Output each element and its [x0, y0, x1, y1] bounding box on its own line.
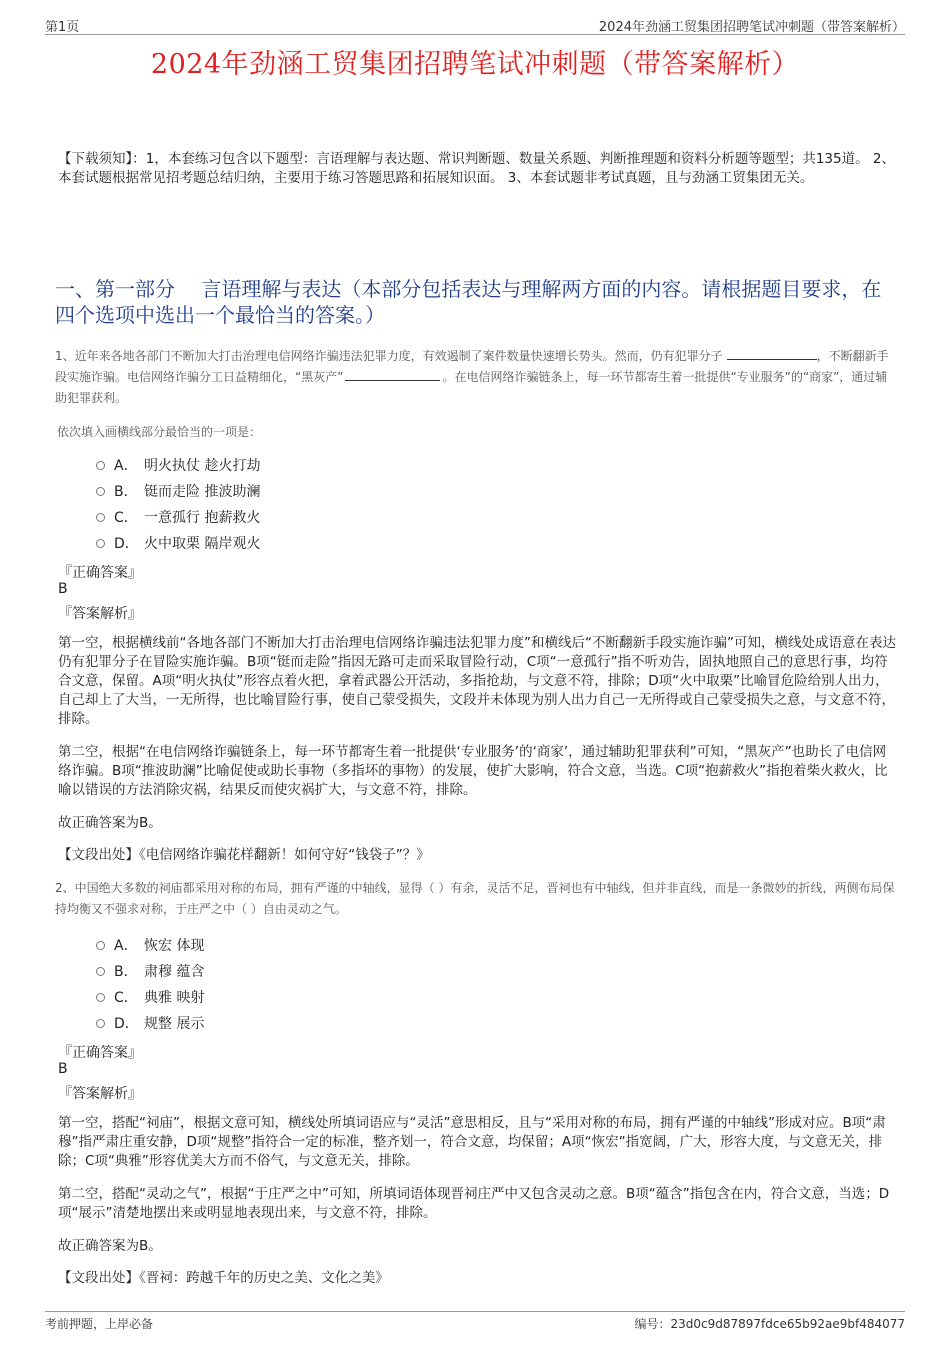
document-title: 2024年劲涵工贸集团招聘笔试冲刺题（带答案解析） — [150, 49, 800, 80]
option-c[interactable]: C． 一意孤行 抱薪救火 — [96, 504, 260, 530]
footer-slogan: 考前押题，上岸必备 — [45, 1317, 154, 1331]
analysis-label: 『答案解析』 — [58, 606, 142, 622]
option-a[interactable]: A． 明火执仗 趁火打劫 — [96, 452, 260, 478]
answer-blank-2 — [345, 368, 440, 381]
source-citation: 【文段出处】《电信网络诈骗花样翻新！如何守好“钱袋子”？》 — [58, 847, 430, 863]
option-b[interactable]: B． 肃穆 蕴含 — [96, 958, 204, 984]
page-footer — [45, 1311, 905, 1331]
radio-icon[interactable] — [96, 1019, 105, 1028]
question-1-instruction: 依次填入画横线部分最恰当的一项是： — [57, 425, 262, 439]
analysis-conclusion: 故正确答案为B。 — [58, 815, 162, 831]
document-serial: 编号：23d0c9d87897fdce65b92ae9bf484077 — [634, 1317, 905, 1331]
radio-icon[interactable] — [96, 487, 105, 496]
answer-blank-1 — [727, 347, 817, 360]
radio-icon[interactable] — [96, 539, 105, 548]
correct-answer: B — [58, 581, 68, 597]
source-citation: 【文段出处】《晋祠：跨越千年的历史之美、文化之美》 — [58, 1270, 389, 1286]
radio-icon[interactable] — [96, 941, 105, 950]
page-header — [45, 14, 905, 35]
radio-icon[interactable] — [96, 993, 105, 1002]
question-2-stem: 2、中国绝大多数的祠庙都采用对称的布局，拥有严谨的中轴线，显得（ ）有余，灵活不足，晋祠也有中轴线，但并非直线，而是一条微妙的折线，两侧布局保持均衡又不强求对称，于庄严之中（ ）自由灵动之气。 — [55, 881, 895, 916]
correct-answer-label: 『正确答案』 — [58, 565, 142, 581]
analysis-label: 『答案解析』 — [58, 1086, 142, 1102]
option-d[interactable]: D． 火中取栗 隔岸观火 — [96, 530, 260, 556]
analysis-paragraph: 第一空，根据横线前“各地各部门不断加大打击治理电信网络诈骗违法犯罪力度”和横线后“不断翻新手段实施诈骗”可知，横线处成语意在表达仍有犯罪分子在冒险实施诈骗。B项“铤而走险”指因无路可走而采取冒险行动，C项“一意孤行”指不听劝告，固执地照自己的意思行事，均符合文意，保留。A项“明火执仗”形容点着火把，拿着武器公开活动，多指抢劫，与文意不符，排除；D项“火中取栗”比喻冒危险给别人出力，自己却上了大当，一无所得，也比喻冒险行事，使自己蒙受损失，文段并未体现为别人出力自己一无所得或自己蒙受损失之意，与文意不符，排除。 — [58, 635, 896, 727]
option-b[interactable]: B． 铤而走险 推波助澜 — [96, 478, 260, 504]
correct-answer-label: 『正确答案』 — [58, 1045, 142, 1061]
question-1-options — [96, 452, 260, 556]
radio-icon[interactable] — [96, 461, 105, 470]
correct-answer: B — [58, 1061, 68, 1077]
radio-icon[interactable] — [96, 513, 105, 522]
option-a[interactable]: A． 恢宏 体现 — [96, 932, 204, 958]
page-number: 第1页 — [45, 20, 80, 35]
radio-icon[interactable] — [96, 967, 105, 976]
running-title: 2024年劲涵工贸集团招聘笔试冲刺题（带答案解析） — [598, 20, 905, 35]
analysis-paragraph: 第二空，搭配“灵动之气”，根据“于庄严之中”可知，所填词语体现晋祠庄严中又包含灵动之意。B项“蕴含”指包含在内，符合文意，当选；D项“展示”清楚地摆出来或明显地表现出来，与文意不符，排除。 — [58, 1186, 890, 1221]
question-2-options — [96, 932, 204, 1036]
analysis-paragraph: 第二空，根据“在电信网络诈骗链条上，每一环节都寄生着一批提供‘专业服务’的‘商家’，通过辅助犯罪获利”可知，“黑灰产”也助长了电信网络诈骗。B项“推波助澜”比喻促使或助长事物（多指坏的事物）的发展，使扩大影响，符合文意，当选。C项“抱薪救火”指抱着柴火救火，比喻以错误的方法消除灾祸，结果反而使灾祸扩大，与文意不符，排除。 — [58, 744, 888, 798]
option-c[interactable]: C． 典雅 映射 — [96, 984, 204, 1010]
analysis-conclusion: 故正确答案为B。 — [58, 1238, 162, 1254]
option-d[interactable]: D． 规整 展示 — [96, 1010, 204, 1036]
analysis-paragraph: 第一空，搭配“祠庙”，根据文意可知，横线处所填词语应与“灵活”意思相反，且与“采用对称的布局，拥有严谨的中轴线”形成对应。B项“肃穆”指严肃庄重安静，D项“规整”指符合一定的标准，整齐划一，符合文意，均保留；A项“恢宏”指宽阔，广大，形容大度，与文意无关，排除；C项“典雅”形容优美大方而不俗气，与文意无关，排除。 — [58, 1115, 886, 1169]
section-heading: 一、第一部分 言语理解与表达（本部分包括表达与理解两方面的内容。请根据题目要求，在四个选项中选出一个最恰当的答案。） — [55, 277, 882, 327]
download-notice: 【下载须知】：1，本套练习包含以下题型：言语理解与表达题、常识判断题、数量关系题、判断推理题和资料分析题等题型；共135道。 2、本套试题根据常见招考题总结归纳，主要用于练习答题思路和拓展知识面。 3、本套试题非考试真题，且与劲涵工贸集团无关。 — [58, 151, 895, 186]
question-1-stem: 1、近年来各地各部门不断加大打击治理电信网络诈骗违法犯罪力度，有效遏制了案件数量快速增长势头。然而，仍有犯罪分子 ，不断翻新手段实施诈骗。电信网络诈骗分工日益精细化，“黑灰产” 。在电信网络诈骗链条上，每一环节都寄生着一批提供“专业服务”的“商家”，通过辅助犯罪获利。 — [55, 349, 889, 405]
